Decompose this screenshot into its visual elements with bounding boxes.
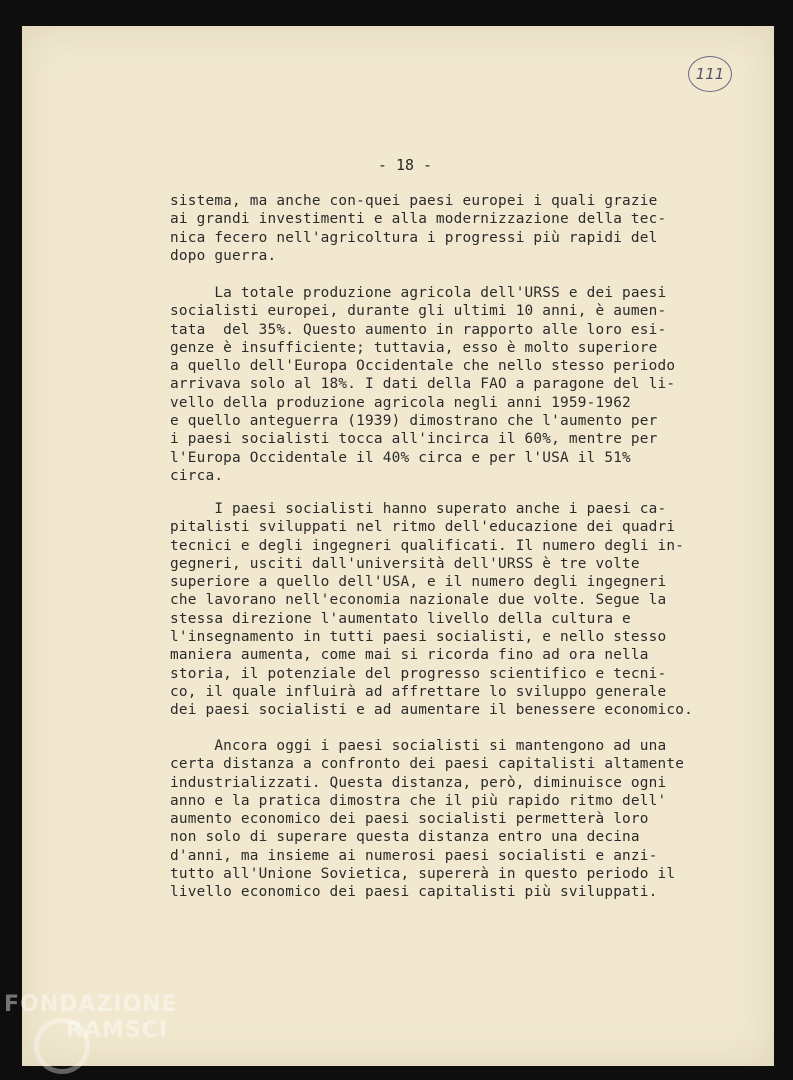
watermark-line-1: FONDAZIONE: [4, 992, 178, 1017]
watermark-line-2: RAMSCI: [66, 1018, 169, 1043]
paragraph-3: I paesi socialisti hanno superato anche i paesi ca- pitalisti sviluppati nel ritmo dell'educazione dei quadri tecnici e degli ingegneri qualificati. Il numero degli in- gegneri, usciti dall'università dell'URSS è tre volte superiore a quello dell'USA, e il numero degli ingegneri che lavorano nell'economia nazionale due volte. Segue la stessa direzione l'aumentato livello della cultura e l'insegnamento in tutti paesi socialisti, e nello stesso maniera aumenta, come mai si ricorda fino ad ora nella storia, il potenziale del progresso scientifico e tecni- co, il quale influirà ad affrettare lo sviluppo generale dei paesi socialisti e ad aumentare il benessere economico.: [170, 501, 693, 719]
paragraph-1: sistema, ma anche con-quei paesi europei i quali grazie ai grandi investimenti e alla modernizzazione della tec- nica fecero nell'agricoltura i progressi più rapidi del dopo guerra.: [170, 193, 667, 264]
watermark: [4, 992, 178, 1044]
archive-page-stamp: 111: [688, 56, 732, 92]
page-number: - 18 -: [377, 156, 433, 174]
paragraph-2: La totale produzione agricola dell'URSS e dei paesi socialisti europei, durante gli ultimi 10 anni, è aumen- tata del 35%. Questo aumento in rapporto alle loro esi- genze è insufficiente; tuttavia, esso è molto superiore a quello dell'Europa Occidentale che nello stesso periodo arrivava solo al 18%. I dati della FAO a paragone del li- vello della produzione agricola negli anni 1959-1962 e quello anteguerra (1939) dimostrano che l'aumento per i paesi socialisti tocca all'incirca il 60%, mentre per l'Europa Occidentale il 40% circa e per l'USA il 51% circa.: [170, 285, 676, 484]
paragraph-4: Ancora oggi i paesi socialisti si mantengono ad una certa distanza a confronto dei paesi capitalisti altamente industrializzati. Questa distanza, però, diminuisce ogni anno e la pratica dimostra che il più rapido ritmo dell' aumento economico dei paesi socialisti permetterà loro non solo di superare questa distanza entro una decina d'anni, ma insieme ai numerosi paesi socialisti e anzi- tutto all'Unione Sovietica, supererà in questo periodo il livello economico dei paesi capitalisti più sviluppati.: [170, 738, 685, 901]
